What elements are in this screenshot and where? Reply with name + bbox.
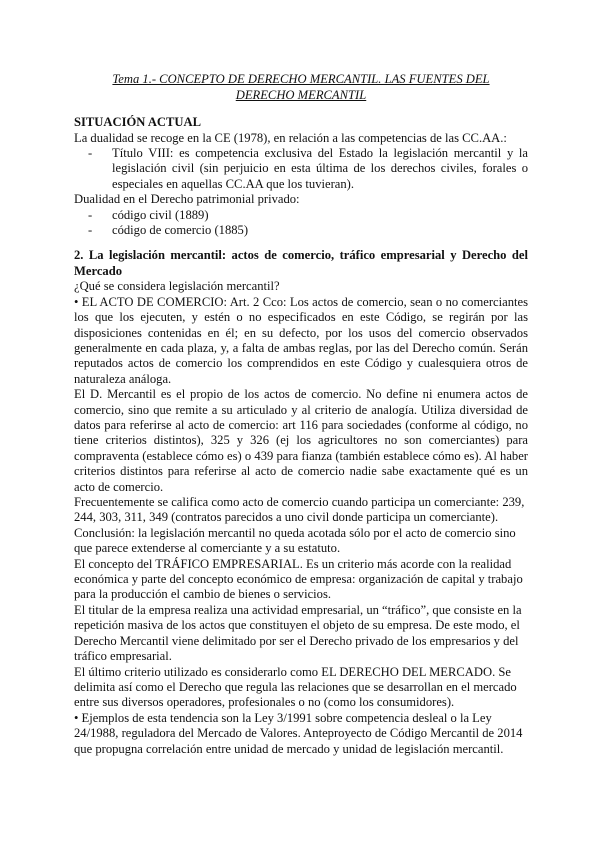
paragraph: El concepto del TRÁFICO EMPRESARIAL. Es un criterio más acorde con la realidad económica y parte del concepto económico de empresa: organización de capital y trabajo para la producción el cambio de bienes o servicios. (74, 556, 523, 602)
section-situacion-actual (74, 115, 528, 238)
paragraph: El D. Mercantil es el propio de los actos de comercio. No define ni enumera actos de comercio, sino que remite a su articulado y al criterio de analogía. Utiliza diversidad de datos para referirse al acto de comercio: art 116 para sociedades (conforme al código, no tiene criterios distintos), 325 y 326 (ej los agricultores no son comerciantes) para compraventa (establece cómo es) o 439 para fianza (también establece cómo es). Al haber criterios distintos para referirse al acto de comercio nadie sabe exactamente qué es un acto de comercio. (74, 387, 528, 494)
dash-list (74, 208, 528, 239)
section-heading: SITUACIÓN ACTUAL (74, 115, 202, 129)
list-item: - código civil (1889) (74, 208, 528, 223)
list-item: - código de comercio (1885) (74, 223, 528, 238)
dash-list (74, 146, 528, 192)
document-title: Tema 1.- CONCEPTO DE DERECHO MERCANTIL. LAS FUENTES DEL DERECHO MERCANTIL (112, 72, 490, 102)
paragraph: Dualidad en el Derecho patrimonial privado: (74, 192, 300, 207)
paragraph: ¿Qué se considera legislación mercantil? (74, 279, 280, 294)
paragraph: • Ejemplos de esta tendencia son la Ley 3/1991 sobre competencia desleal o la Ley 24/1988, reguladora del Mercado de Valores. Anteproyecto de Código Mercantil de 2014 que propugna correlación entre unidad de mercado y unidad de legislación mercantil. (74, 710, 523, 756)
paragraph: El último criterio utilizado es considerarlo como EL DERECHO DEL MERCADO. Se delimita así como el Derecho que regula las relaciones que se desarrollan en el mercado entre sus diversos operadores, profesionales o no (como los consumidores). (74, 664, 517, 710)
section-legislacion-mercantil (74, 248, 528, 757)
paragraph: • EL ACTO DE COMERCIO: Art. 2 Cco: Los actos de comercio, sean o no comerciantes los que los ejecuten, y estén o no especificados en este Código, se regirán por las disposiciones contenidas en él; en su defecto, por los usos del comercio observados generalmente en cada plaza, y, a falta de ambas reglas, por las del Derecho común. Serán reputados actos de comercio los comprendidos en este Código y cualesquiera otros de naturaleza análoga. (74, 294, 528, 386)
list-item: - Título VIII: es competencia exclusiva del Estado la legislación mercantil y la legislación civil (sin perjuicio en esta última de los derechos civiles, forales o especiales en aquellas CC.AA que los tuvieran). (74, 146, 528, 192)
paragraph: El titular de la empresa realiza una actividad empresarial, un “tráfico”, que consiste en la repetición masiva de los actos que constituyen el objeto de su empresa. De este modo, el Derecho Mercantil viene delimitado por ser el Derecho privado de los empresarios y del tráfico empresarial. (74, 602, 522, 664)
paragraph: Conclusión: la legislación mercantil no queda acotada sólo por el acto de comercio sino que parece extenderse al comerciante y a su estatuto. (74, 525, 516, 556)
section-heading: 2. La legislación mercantil: actos de comercio, tráfico empresarial y Derecho del Mercado (74, 248, 528, 278)
paragraph: La dualidad se recoge en la CE (1978), en relación a las competencias de las CC.AA.: (74, 130, 507, 145)
paragraph: Frecuentemente se califica como acto de comercio cuando participa un comerciante: 239, 244, 303, 311, 349 (contratos parecidos a uno civil donde participa un comerciante). (74, 495, 525, 525)
